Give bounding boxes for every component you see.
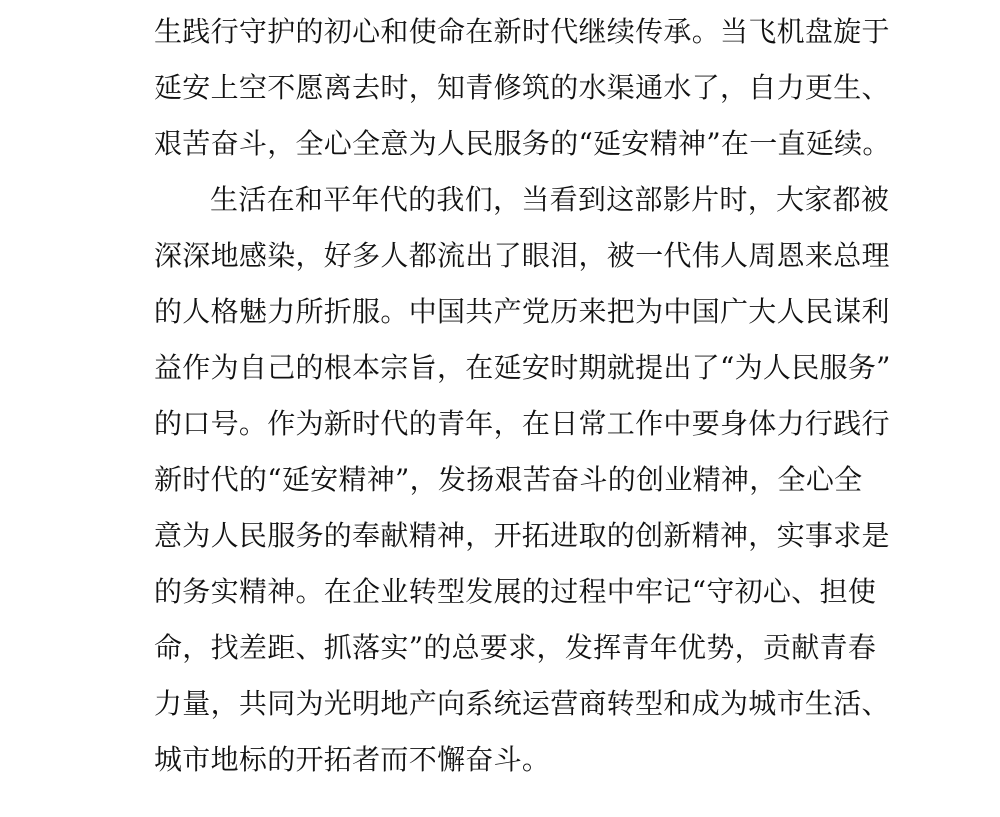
text-line: 意为人民服务的奉献精神，开拓进取的创新精神，实事求是 (154, 519, 890, 552)
text-line: 命，找差距、抓落实”的总要求，发挥青年优势，贡献青春 (154, 631, 877, 664)
body-text (154, 4, 891, 788)
text-line: 的人格魅力所折服。中国共产党历来把为中国广大人民谋利 (154, 295, 890, 328)
text-line: 益作为自己的根本宗旨，在延安时期就提出了“为人民服务” (154, 351, 891, 384)
text-line: 的务实精神。在企业转型发展的过程中牢记“守初心、担使 (154, 575, 877, 608)
text-line: 艰苦奋斗，全心全意为人民服务的“延安精神”在一直延续。 (154, 127, 891, 160)
text-line: 新时代的“延安精神”，发扬艰苦奋斗的创业精神，全心全 (154, 463, 863, 496)
text-line: 城市地标的开拓者而不懈奋斗。 (154, 743, 551, 776)
text-line: 力量，共同为光明地产向系统运营商转型和成为城市生活、 (154, 687, 890, 720)
text-line: 生践行守护的初心和使命在新时代继续传承。当飞机盘旋于 (154, 15, 890, 48)
text-line: 的口号。作为新时代的青年，在日常工作中要身体力行践行 (154, 407, 890, 440)
paragraph-first-line: 生活在和平年代的我们，当看到这部影片时，大家都被 (210, 183, 890, 216)
text-line: 延安上空不愿离去时，知青修筑的水渠通水了，自力更生、 (154, 71, 890, 104)
text-line: 深深地感染，好多人都流出了眼泪，被一代伟人周恩来总理 (154, 239, 890, 272)
